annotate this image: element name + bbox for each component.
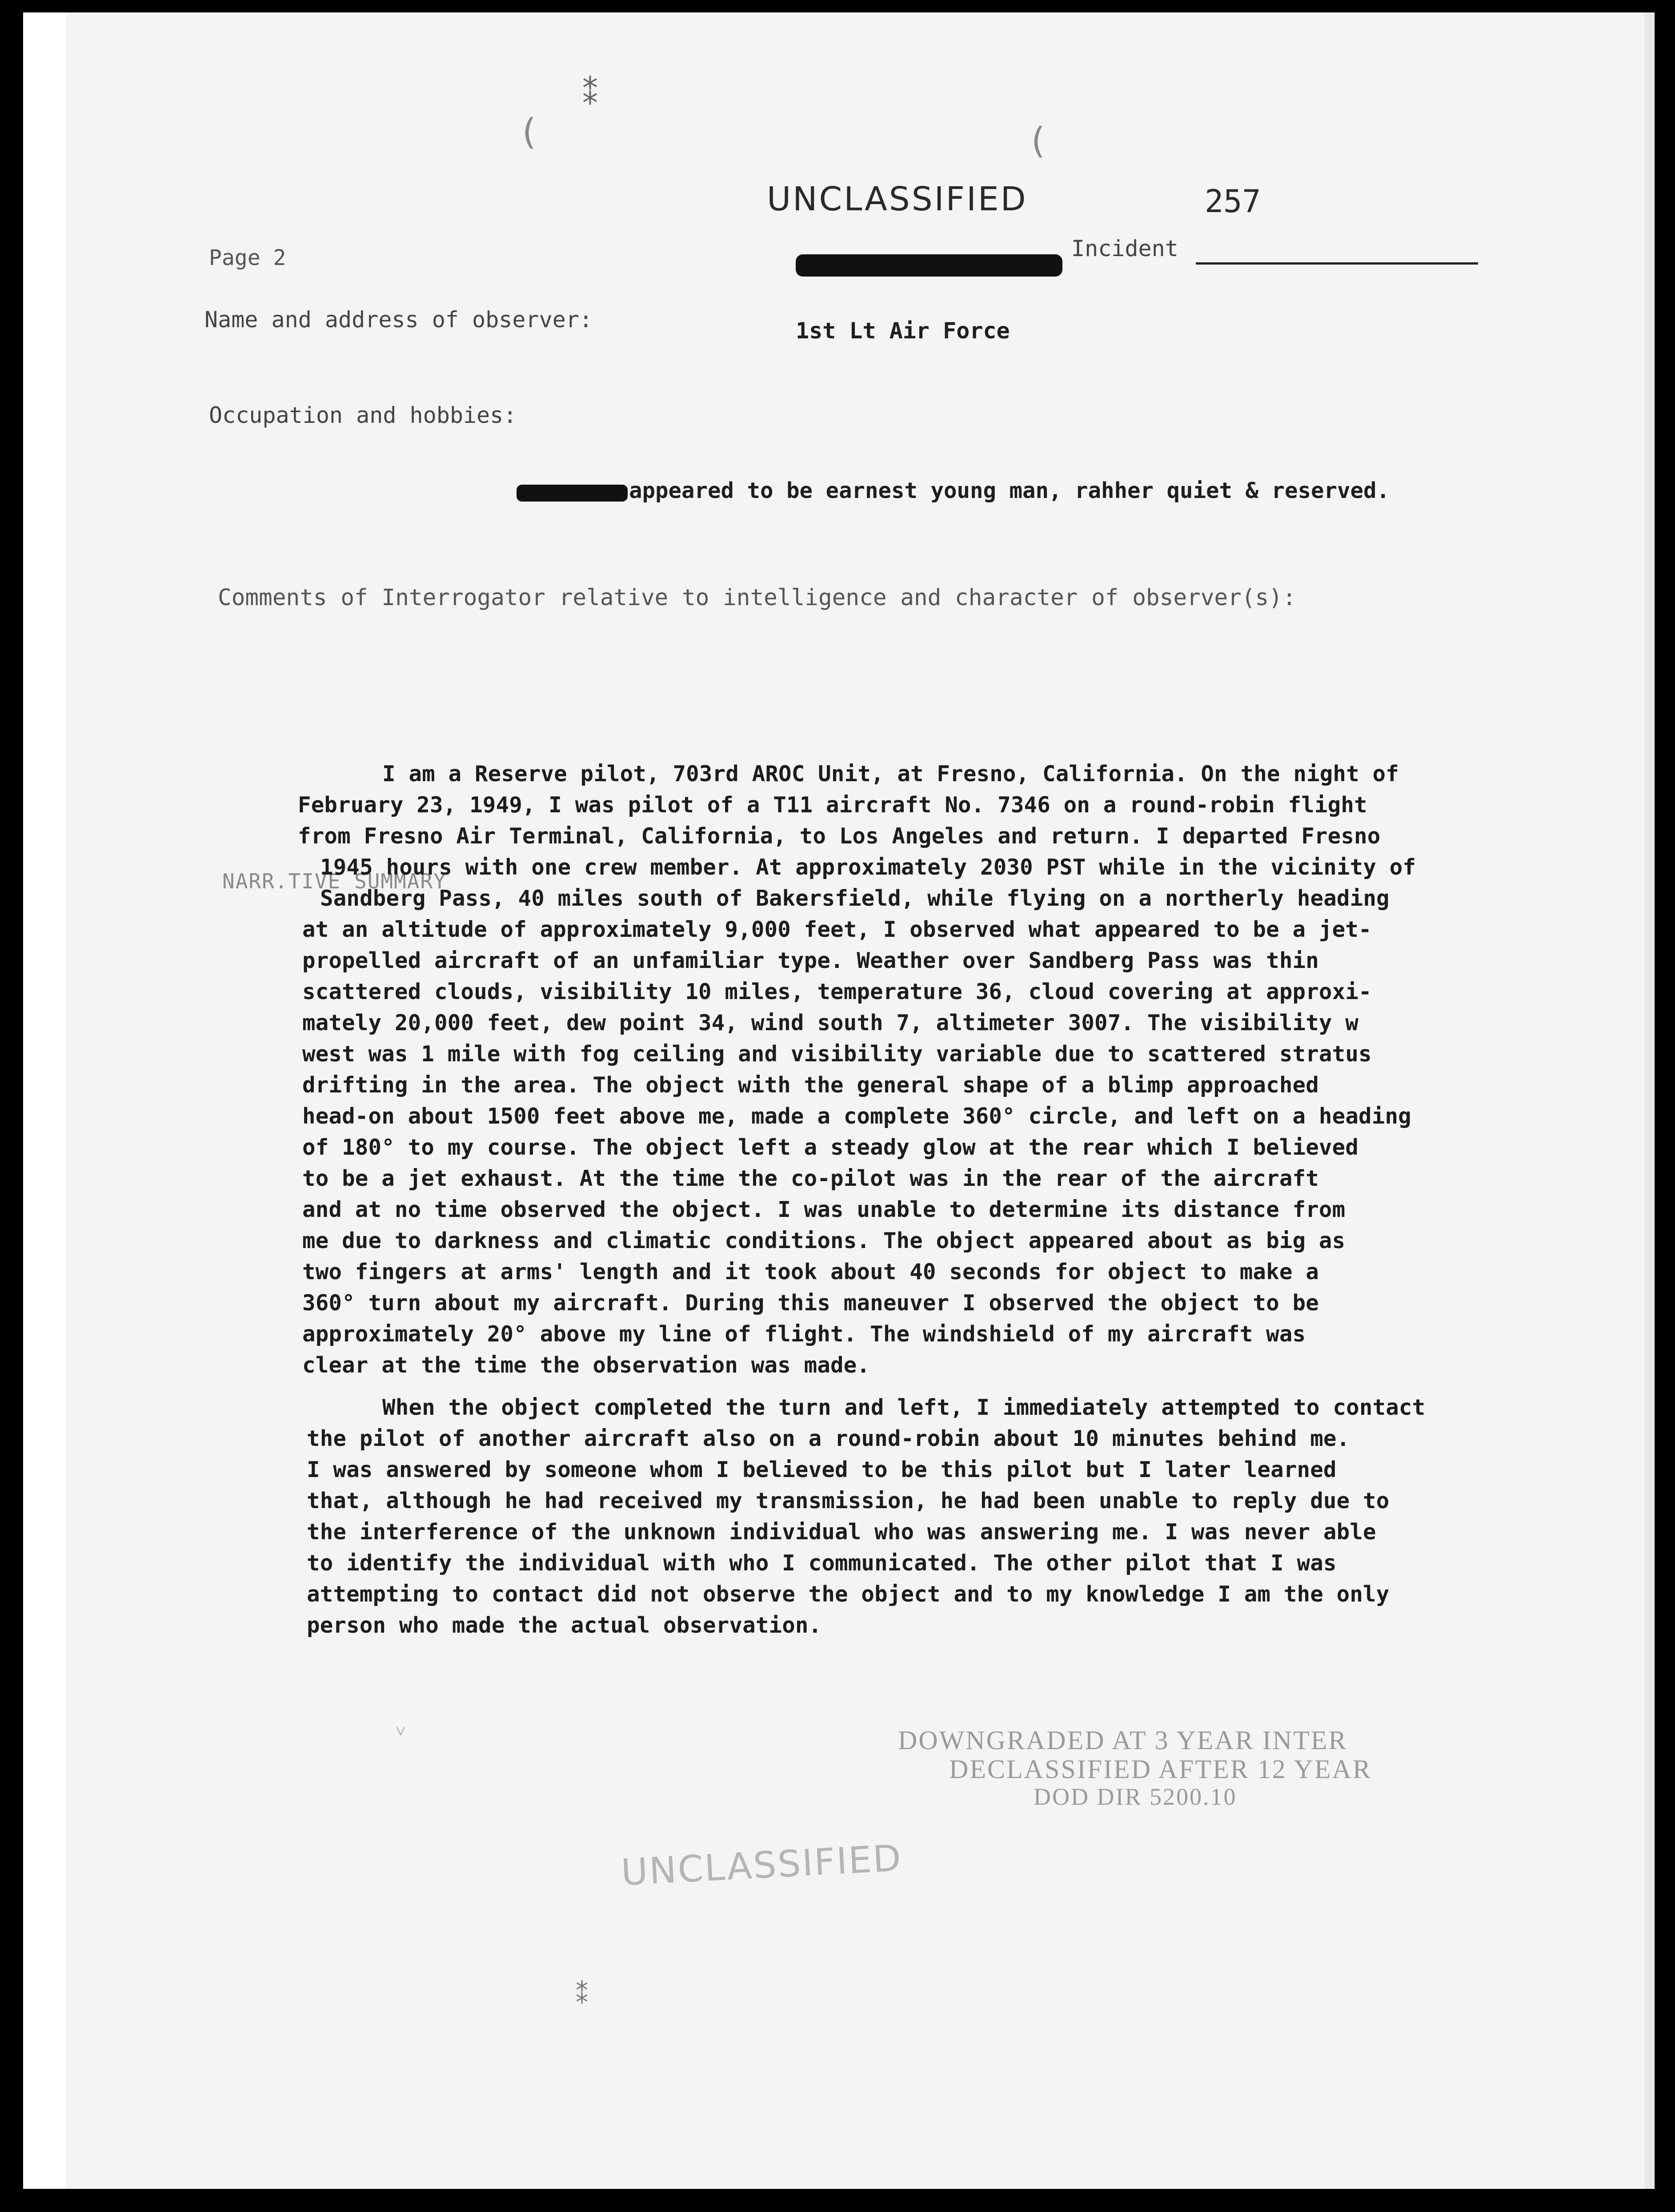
text-line: west was 1 mile with fog ceiling and visibility variable due to scattered stratus [302,1041,1372,1067]
page-label: Page 2 [209,245,286,270]
text-line: drifting in the area. The object with the general shape of a blimp approached [302,1072,1319,1098]
text-line: the interference of the unknown individual who was answering me. I was never able [307,1519,1376,1545]
observer-name-label: Name and address of observer: [204,307,593,333]
text-line: that, although he had received my transmission, he had been unable to reply due to [307,1488,1390,1513]
redaction-bar [517,485,628,502]
text-line: at an altitude of approximately 9,000 feet, I observed what appeared to be a jet- [302,917,1372,942]
text-line: the pilot of another aircraft also on a round-robin about 10 minutes behind me. [307,1426,1350,1451]
observer-name-value: 1st Lt Air Force [796,318,1010,344]
text-line: and at no time observed the object. I was unable to determine its distance from [302,1197,1346,1222]
punch-mark-icon: ⁑ [576,1981,588,2010]
text-line: mately 20,000 feet, dew point 34, wind south 7, altimeter 3007. The visibility w [302,1010,1359,1036]
text-line: two fingers at arms' length and it took about 40 seconds for object to make a [302,1259,1319,1285]
paren-mark-icon: ( [518,111,540,153]
text-line: 360° turn about my aircraft. During this maneuver I observed the object to be [302,1290,1319,1316]
paren-mark-icon: ( [1027,120,1049,161]
observer-comment: appeared to be earnest young man, rahher quiet & reserved. [629,478,1390,503]
text-line: clear at the time the observation was made. [302,1353,870,1378]
incident-label: Incident [1071,236,1178,261]
text-line: attempting to contact did not observe the object and to my knowledge I am the only [307,1582,1390,1607]
text-line: approximately 20° above my line of flight. The windshield of my aircraft was [302,1321,1306,1347]
downgrade-stamp-line: DECLASSIFIED AFTER 12 YEAR [949,1754,1372,1784]
redaction-bar [796,254,1062,277]
text-line: When the object completed the turn and left, I immediately attempted to contact [382,1395,1426,1420]
text-line: Sandberg Pass, 40 miles south of Bakersfield, while flying on a northerly heading [320,886,1390,911]
speck-mark-icon: ˅ [396,1721,406,1742]
page-number: 257 [1205,183,1261,220]
text-line: of 180° to my course. The object left a steady glow at the rear which I believed [302,1135,1359,1160]
classification-stamp-top: UNCLASSIFIED [767,180,1028,218]
text-line: to identify the individual with who I communicated. The other pilot that I was [307,1550,1337,1576]
occupation-label: Occupation and hobbies: [209,402,517,428]
text-line: person who made the actual observation. [307,1613,822,1638]
text-line: 1945 hours with one crew member. At approximately 2030 PST while in the vicinity of [320,855,1416,880]
incident-field-line [1196,262,1478,265]
text-line: me due to darkness and climatic conditions. The object appeared about as big as [302,1228,1346,1253]
text-line: to be a jet exhaust. At the time the co-pilot was in the rear of the aircraft [302,1166,1319,1191]
classification-stamp-bottom: UNCLASSIFIED [620,1837,903,1894]
downgrade-stamp-line: DOD DIR 5200.10 [1034,1783,1237,1810]
text-line: propelled aircraft of an unfamiliar type. Weather over Sandberg Pass was thin [302,948,1319,973]
downgrade-stamp-line: DOWNGRADED AT 3 YEAR INTER [898,1726,1348,1755]
page-right-edge [1645,12,1654,2189]
text-line: I am a Reserve pilot, 703rd AROC Unit, at Fresno, California. On the night of [382,761,1399,787]
text-line: scattered clouds, visibility 10 miles, temperature 36, cloud covering at approxi- [302,979,1372,1004]
interrogator-comments-label: Comments of Interrogator relative to intelligence and character of observer(s): [218,585,1296,611]
page-left-margin [23,12,65,2189]
text-line: from Fresno Air Terminal, California, to Los Angeles and return. I departed Fresno [298,823,1381,849]
narrative-summary-stamp: NARR.TIVE SUMMARY [222,869,447,893]
punch-mark-icon: ⁑ [582,76,598,112]
text-line: head-on about 1500 feet above me, made a complete 360° circle, and left on a heading [302,1104,1411,1129]
text-line: I was answered by someone whom I believed to be this pilot but I later learned [307,1457,1337,1482]
text-line: February 23, 1949, I was pilot of a T11 aircraft No. 7346 on a round-robin flight [298,792,1367,818]
